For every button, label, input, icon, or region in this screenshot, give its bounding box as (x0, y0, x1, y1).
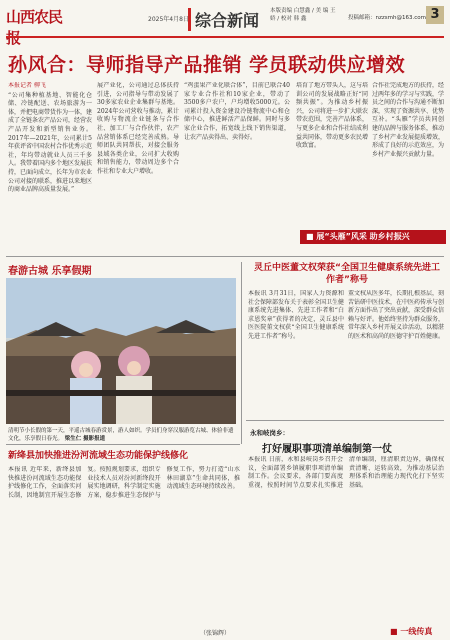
article2-col-2: 董文权从医多年，长期扎根基层，刻苦钻研中医技术，在中医药传承与创新方面作出了突出贡献，深受群众信赖与好评。他始终坚持为群众服务，常年深入乡村开展义诊活动，以精湛的医术和高尚的医德守护百姓健康。 (348, 290, 444, 340)
photo-title: 春游古城 乐享假期 (8, 266, 92, 277)
main-article-col-3: “鸡蛋果产业化联合体”，目前已联合40家专业合作社和10家企业，带动了3500多户农户，户均增收5000元。公司累计投入资金建设冷链物流中心和仓储中心，推进鲜活产品保鲜。同时与多家企业合作，拓宽线上线下销售渠道，让农产品卖得出、卖得好。 (184, 82, 290, 141)
main-article-col-4: 培育了地方带头人，这与培训公司的发展战略正好“同频共振”。为推动乡村振兴，公司将进一步扩大联农带农范围，完善产品体系，与更多企业和合作社结成利益共同体，带动更多农民增收致富。 (296, 82, 368, 150)
article2-col-1: 本报讯 3月31日，国家人力资源和社会保障部发布关于表彰全国卫生健康系统先进集体、先进工作者和“白求恩奖章”获得者的决定，灵丘县中医医院董文权获“全国卫生健康系统先进工作者”称号。 (248, 290, 344, 340)
sidebar-box-title: ■ 展“头雁”风采 助乡村振兴 (300, 230, 446, 244)
masthead-logo: 山西农民报 (6, 8, 63, 47)
article4-author: （张锦辉） (200, 630, 231, 637)
main-col1-text: “公司集种植基地、智能化仓储、冷链配送、农场旅游为一体，并把电商带货作为一体，建成了全链条农产品公司，经营农产品开发和新型销售业务。2017年—2021年，公司累计5年获评省中国农村合作优秀示范社，年均带动就业人员三千多人。我带着国内多个地区发展扶持，已面向成立，长年为市农业公司对接的联系，推进以来地区的商业品牌高质量发展。” (8, 91, 92, 194)
article3-title: 打好履职事项清单编制第一仗 (262, 444, 392, 455)
article4-body: 本报讯 近年来，新绛县加快推进汾河流域生态功能保护线修化工作，全面落实河长制，因地制宜开展生态修复。按照规划要求，组织专业技术人员对汾河新绛段开展实地调研，科学制定实施方案，稳步推进生态保护与修复工作，努力打造“山水林田湖草”生命共同体，推动流域生态环境持续改善。 (8, 466, 240, 499)
article3-body: 本报讯 日前，永和县岐岗乡召开会议，全面部署乡镇履职事项清单编制工作。会议要求，各部门要高度重视，按照时间节点要求扎实推进清单编制，厘清职责边界，确保权责清晰、运转高效，为推动基层治理体系和治理能力现代化打下坚实基础。 (248, 456, 444, 489)
tourism-photo (6, 278, 236, 424)
main-headline: 孙风合：导师指导产品推销 学员联动供应增效 (8, 54, 406, 76)
main-article-col-2: 展产业化，公司通过总体扶持引进，公司指导与带动发展了30多家农业企业集群与基地。2024年公司营收与推动，累计收购与物流企业链条与合作社、加工厂与合作伙伴，农产品营销体系已经完善成熟。导师团队共同帮扶，对接会服务县域各类企业，公司扩大收购和销售能力，带动周边多个合作社和专业大户增收。 (97, 82, 179, 175)
article2-divider (246, 420, 444, 421)
photo-caption-text: 清明节小长假的第一天，平遥古城春游赏景，游人如织。学员们身穿汉服游览古城、体验非遗文化，乐享假日春光。 (8, 428, 234, 442)
header-rule (6, 36, 444, 38)
publication-date: 2025年4月8日 (148, 16, 189, 23)
contribution-email: 投稿邮箱：nzzsmh@163.com (348, 15, 426, 21)
photo-caption (8, 428, 236, 443)
photo-credit: 梁生仁 摄影报道 (64, 435, 106, 442)
article4-title: 新绛县加快推进汾河流域生态功能保护线修化 (8, 451, 189, 461)
article3-footer-label: ■ 一线传真 (390, 627, 433, 636)
main-article-col-1 (8, 82, 92, 254)
section-divider (6, 256, 444, 257)
main-article-col-5: 合作社完成地方的扶持，经过两年多的学习与实践，学员之间的合作与沟通不断加深，实现了资源共享、优势互补。“头雁”学员共同创建的品牌与服务体系，推动了乡村产业发展提质增效，形成了良好的示范效应，为乡村产业振兴贡献力量。 (372, 82, 444, 158)
article4-divider (6, 444, 240, 445)
page-number: 3 (426, 6, 444, 24)
main-byline: 本报记者 柳飞 (8, 82, 46, 89)
article2-title: 灵丘中医董文权荣获“全国卫生健康系统先进工作者”称号 (254, 263, 440, 285)
article3-kicker: 永和岐岗乡： (250, 429, 289, 437)
column-divider (241, 262, 242, 444)
section-title: 综合新闻 (188, 8, 259, 31)
editors-info: 本版责编 白慧鑫 / 美 编 王 娇 / 校对 韩 鑫 (270, 8, 336, 22)
